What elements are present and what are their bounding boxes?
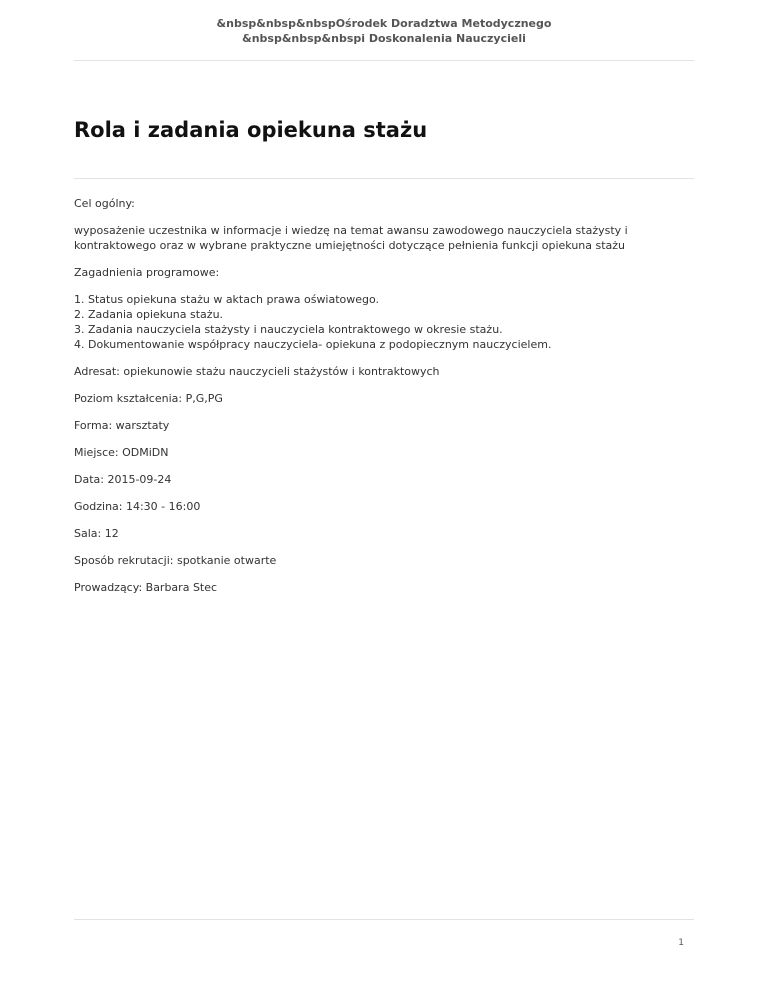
topics-label: Zagadnienia programowe:: [74, 266, 220, 279]
list-item: 2. Zadania opiekuna stażu.: [88, 307, 694, 322]
list-item: 3. Zadania nauczyciela stażysty i nauczyciela kontraktowego w okresie stażu.: [88, 322, 694, 337]
title-divider: [74, 178, 694, 179]
detail-prowadzacy: Prowadzący: Barbara Stec: [74, 581, 218, 594]
list-item: 4. Dokumentowanie współpracy nauczyciela- opiekuna z podopiecznym nauczycielem.: [88, 337, 694, 352]
list-item: 1. Status opiekuna stażu w aktach prawa oświatowego.: [88, 292, 694, 307]
detail-sala: Sala: 12: [74, 527, 119, 540]
goal-label: Cel ogólny:: [74, 197, 135, 210]
detail-rekrutacja: Sposób rekrutacji: spotkanie otwarte: [74, 554, 277, 567]
detail-poziom: Poziom kształcenia: P,G,PG: [74, 392, 223, 405]
header-divider: [74, 60, 694, 61]
header-line-1: &nbsp&nbsp&nbspOśrodek Doradztwa Metodycznego: [216, 17, 552, 30]
detail-adresat: Adresat: opiekunowie stażu nauczycieli stażystów i kontraktowych: [74, 365, 440, 378]
detail-forma: Forma: warsztaty: [74, 419, 170, 432]
document-body: [74, 196, 694, 607]
detail-data: Data: 2015-09-24: [74, 473, 172, 486]
page-header: [74, 16, 694, 46]
topics-list: [74, 292, 694, 352]
detail-miejsce: Miejsce: ODMiDN: [74, 446, 169, 459]
detail-godzina: Godzina: 14:30 - 16:00: [74, 500, 201, 513]
header-line-2: &nbsp&nbsp&nbspi Doskonalenia Nauczycieli: [242, 32, 526, 45]
page-number: 1: [678, 938, 684, 948]
goal-text: wyposażenie uczestnika w informacje i wiedzę na temat awansu zawodowego nauczyciela stażysty i kontraktowego oraz w wybrane praktyczne umiejętności dotyczące pełnienia funkcji opiekuna stażu: [74, 224, 628, 252]
page-title: Rola i zadania opiekuna stażu: [74, 118, 428, 142]
footer-divider: [74, 919, 694, 920]
